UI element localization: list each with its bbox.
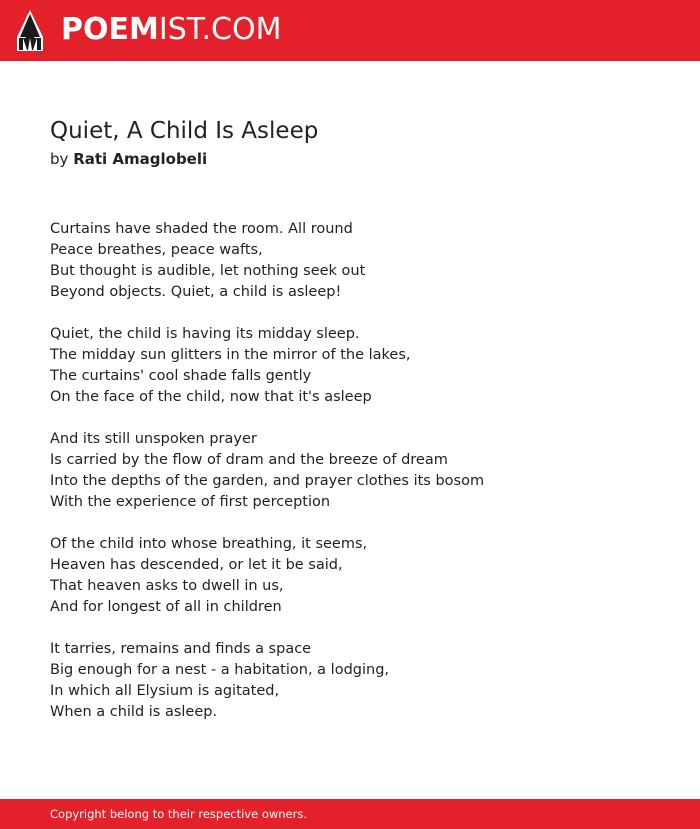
poem-line: But thought is audible, let nothing seek out — [50, 263, 366, 279]
author-name[interactable]: Rati Amaglobeli — [73, 150, 208, 168]
poem-line: That heaven asks to dwell in us, — [50, 578, 284, 594]
poem-line: Curtains have shaded the room. All round — [50, 221, 353, 237]
logo-bold-text: POEM — [61, 12, 159, 47]
poem-line: When a child is asleep. — [50, 704, 218, 720]
poem-line: Quiet, the child is having its midday sleep. — [50, 326, 360, 342]
site-header — [0, 0, 700, 61]
poem-line: And its still unspoken prayer — [50, 431, 257, 447]
poem-title: Quiet, A Child Is Asleep — [50, 118, 319, 144]
poem-line: Big enough for a nest - a habitation, a lodging, — [50, 662, 390, 678]
stanza-3 — [50, 429, 670, 513]
poem-byline — [50, 149, 207, 169]
poem-body — [50, 219, 670, 744]
poem-line: Heaven has descended, or let it be said, — [50, 557, 343, 573]
poem-line: Peace breathes, peace wafts, — [50, 242, 263, 258]
poem-line: It tarries, remains and finds a space — [50, 641, 312, 657]
poem-line: The curtains' cool shade falls gently — [50, 368, 312, 384]
stanza-5 — [50, 639, 670, 723]
stanza-1 — [50, 219, 670, 303]
pencil-tip-icon[interactable] — [17, 10, 43, 51]
site-logo-link[interactable] — [61, 10, 281, 50]
poem-line: Beyond objects. Quiet, a child is asleep! — [50, 284, 342, 300]
poem-line: Into the depths of the garden, and prayer clothes its bosom — [50, 473, 485, 489]
poem-line: Of the child into whose breathing, it seems, — [50, 536, 368, 552]
poem-line: Is carried by the flow of dram and the breeze of dream — [50, 452, 448, 468]
site-footer — [0, 799, 700, 829]
poem-line: In which all Elysium is agitated, — [50, 683, 280, 699]
copyright-notice: Copyright belong to their respective owners. — [50, 807, 308, 821]
poem-line: The midday sun glitters in the mirror of the lakes, — [50, 347, 411, 363]
by-label: by — [50, 150, 69, 168]
logo-light-text: IST.COM — [158, 12, 282, 47]
stanza-4 — [50, 534, 670, 618]
stanza-2 — [50, 324, 670, 408]
poem-line: On the face of the child, now that it's asleep — [50, 389, 372, 405]
poem-line: With the experience of first perception — [50, 494, 331, 510]
poem-line: And for longest of all in children — [50, 599, 282, 615]
